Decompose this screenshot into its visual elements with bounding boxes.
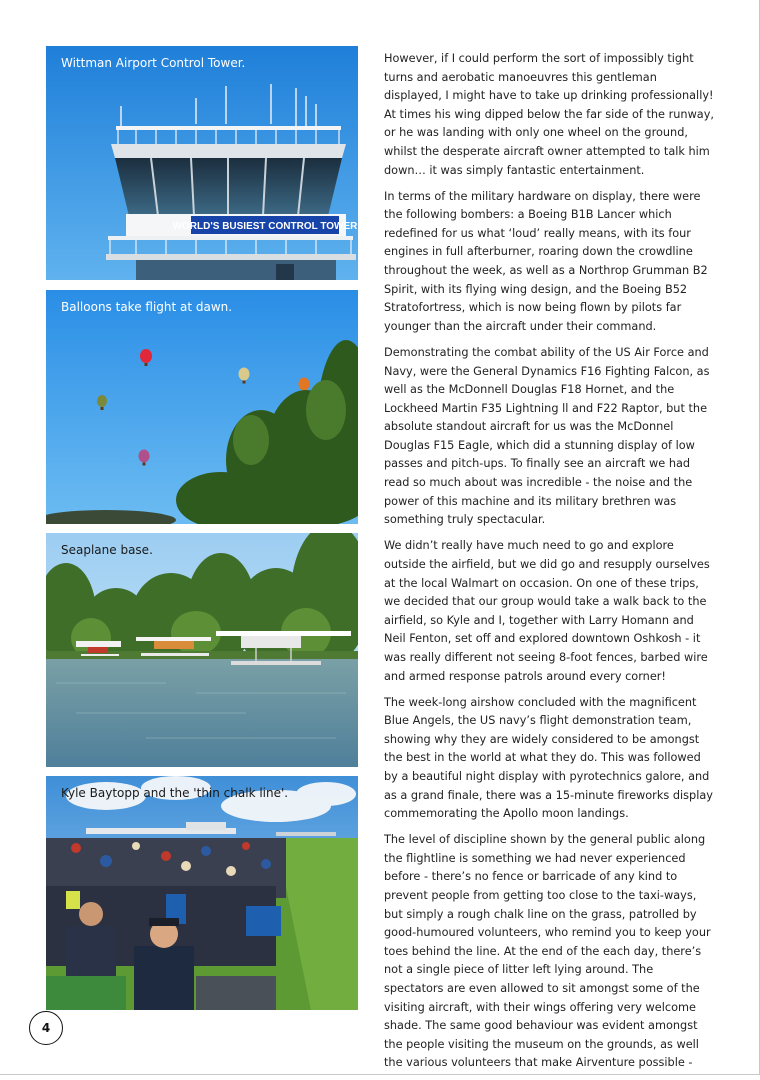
seaplane-base-image	[46, 533, 358, 767]
photo-caption-seaplane: Seaplane base.	[61, 543, 153, 557]
photo-balloons	[46, 290, 358, 524]
photo-caption-balloons: Balloons take flight at dawn.	[61, 300, 233, 314]
chalk-line-image	[46, 776, 358, 1010]
article-paragraph-6: The level of discipline shown by the general public along the flightline is something we had never experienced before - there’s no fence or barricade of any kind to prevent people from getting too close to the taxi-ways, but simply a rough chalk line on the grass, patrolled by good-humoured volunteers, who remind you to keep your toes behind the line. At the end of the each day, there’s not a single piece of litter left lying around. The spectators are even allowed to sit amongst some of the visiting aircraft, with their wings offering very welcome shade. The same good behaviour was evident amongst the people visiting the museum on the grounds, as well the various volunteers that make Airventure possible -	[384, 833, 711, 1070]
balloons-image	[46, 290, 358, 524]
article-text-column	[384, 50, 714, 1080]
article-paragraph-1: However, if I could perform the sort of impossibly tight turns and aerobatic manoeuvres this gentleman displayed, I might have to take up drinking professionally! At times his wing dipped below the far side of the runway, or he was landing with only one wheel on the ground, whilst the desperate aircraft owner attempted to talk him down… it was simply fantastic entertainment.	[384, 52, 715, 177]
article-paragraph-5: The week-long airshow concluded with the magnificent Blue Angels, the US navy’s flight demonstration team, showing why they are widely considered to be amongst the best in the world at what they do. This was followed by a beautiful night display with pyrotechnics galore, and as a grand finale, there was a 15-minute fireworks display commemorating the Apollo moon landings.	[384, 695, 713, 821]
photo-seaplane-base	[46, 533, 358, 767]
tower-sign-text: WORLD'S BUSIEST CONTROL TOWER	[172, 221, 358, 232]
photo-control-tower	[46, 46, 358, 280]
photo-caption-chalk-line: Kyle Baytopp and the 'thin chalk line'.	[61, 786, 289, 800]
article-paragraph-2: In terms of the military hardware on display, there were the following bombers: a Boeing B1B Lancer which redefined for us what ‘loud’ really means, with its four engines in full afterburner, roaring down the crowdline throughout the week, as well as a Northrop Grumman B2 Spirit, with its flying wing design, and the Boeing B52 Stratofortress, which is now being flown by pilots far younger than the aircraft under their command.	[384, 189, 708, 333]
article-paragraph-4: We didn’t really have much need to go and explore outside the airfield, but we did go and resupply ourselves at the local Walmart on occasion. On one of these trips, we decided that our group would take a walk back to the airfield, so Kyle and I, together with Larry Homann and Neil Fenton, set off and explored downtown Oshkosh - it was really different not seeing 8-foot fences, barbed wire and armed response patrols around every corner!	[384, 539, 710, 683]
page-number: 4	[29, 1011, 63, 1045]
control-tower-image	[46, 46, 358, 280]
photo-caption-tower: Wittman Airport Control Tower.	[61, 56, 246, 70]
photo-chalk-line	[46, 776, 358, 1010]
article-paragraph-3: Demonstrating the combat ability of the US Air Force and Navy, were the General Dynamics F16 Fighting Falcon, as well as the McDonnell Douglas F18 Hornet, and the Lockheed Martin F35 Lightning ll and F22 Raptor, but the absolute standout aircraft for us was the McDonnel Douglas F15 Eagle, which did a stunning display of low passes and pitch-ups. To finally see an aircraft we had read so much about was incredible - the noise and the power of this machine and its military brethren was something truly spectacular.	[384, 345, 710, 527]
